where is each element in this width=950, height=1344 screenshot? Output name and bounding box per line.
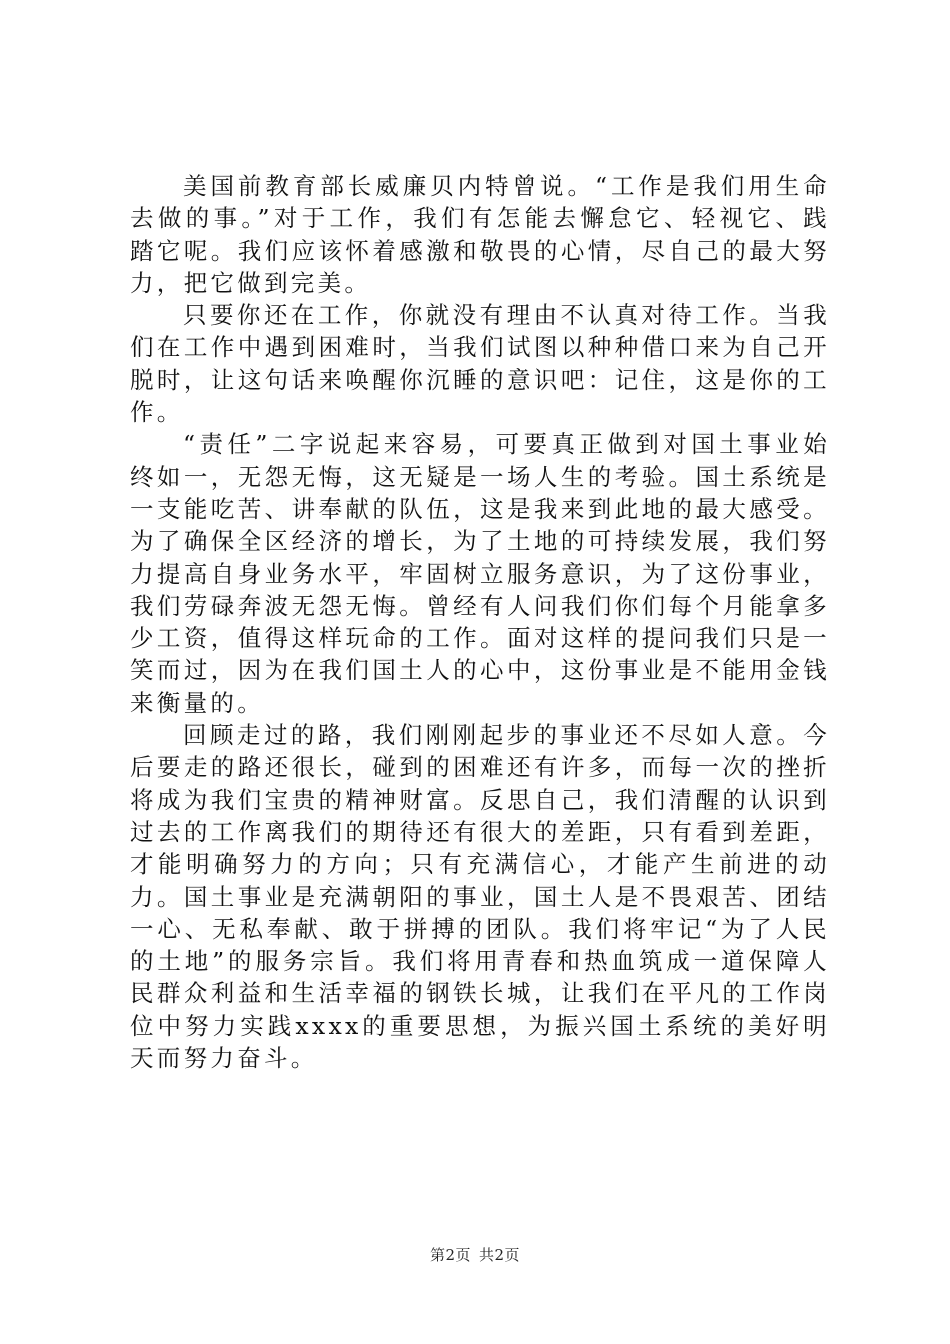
page-number: 第2页: [429, 1246, 471, 1264]
paragraph: “责任”二字说起来容易，可要真正做到对国土事业始终如一，无怨无悔，这无疑是一场人生的考验。国土系统是一支能吃苦、讲奉献的队伍，这是我来到此地的最大感受。为了确保全区经济的增长，为了土地的可持续发展，我们努力提高自身业务水平，牢固树立服务意识，为了这份事业，我们劳碌奔波无怨无悔。曾经有人问我们你们每个月能拿多少工资，值得这样玩命的工作。面对这样的提问我们只是一笑而过，因为在我们国土人的心中，这份事业是不能用金钱来衡量的。: [130, 430, 830, 717]
paragraph: 美国前教育部长威廉贝内特曾说。“工作是我们用生命去做的事。”对于工作，我们有怎能去懈怠它、轻视它、践踏它呢。我们应该怀着感激和敬畏的心情，尽自己的最大努力，把它做到完美。: [130, 172, 830, 297]
document-body: [130, 170, 830, 1074]
paragraph: 只要你还在工作，你就没有理由不认真对待工作。当我们在工作中遇到困难时，当我们试图以种种借口来为自己开脱时，让这句话来唤醒你沉睡的意识吧：记住，这是你的工作。: [130, 301, 830, 427]
page-total: 共2页: [479, 1246, 521, 1264]
page-footer: [0, 1244, 950, 1265]
paragraph: 回顾走过的路，我们刚刚起步的事业还不尽如人意。今后要走的路还很长，碰到的困难还有许多，而每一次的挫折将成为我们宝贵的精神财富。反思自己，我们清醒的认识到过去的工作离我们的期待还有很大的差距，只有看到差距，才能明确努力的方向；只有充满信心，才能产生前进的动力。国土事业是充满朝阳的事业，国土人是不畏艰苦、团结一心、无私奉献、敢于拼搏的团队。我们将牢记“为了人民的土地”的服务宗旨。我们将用青春和热血筑成一道保障人民群众利益和生活幸福的钢铁长城，让我们在平凡的工作岗位中努力实践xxxx的重要思想，为振兴国土系统的美好明天而努力奋斗。: [130, 721, 830, 1073]
